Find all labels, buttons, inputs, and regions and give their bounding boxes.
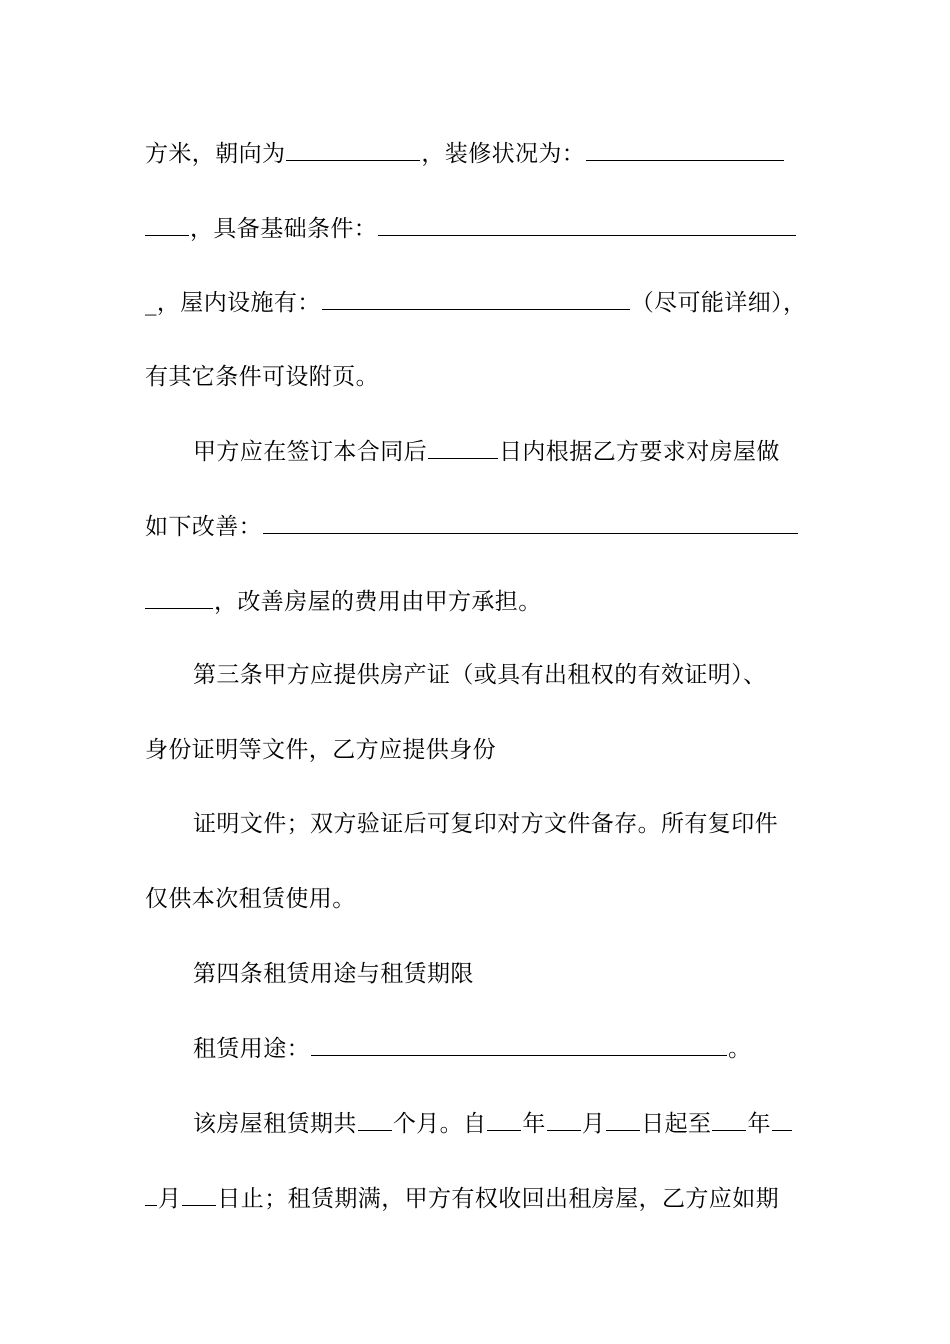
text-line-10 — [193, 807, 810, 841]
text-segment: _，屋内设施有： — [145, 290, 321, 316]
fill-blank-decoration — [586, 136, 784, 161]
text-segment: 月 — [158, 1186, 182, 1212]
text-segment: 有其它条件可设附页。 — [145, 364, 379, 390]
text-segment: 身份证明等文件，乙方应提供身份 — [145, 737, 496, 763]
text-segment: 甲方应在签订本合同后 — [193, 439, 427, 465]
text-segment: 年 — [522, 1111, 546, 1137]
text-line-3 — [145, 285, 810, 319]
text-line-11 — [145, 882, 810, 916]
text-segment: 日止；租赁期满，甲方有权收回出租房屋，乙方应如期 — [217, 1186, 780, 1212]
text-segment: 年 — [747, 1111, 771, 1137]
fill-blank-end-month-cont — [145, 1181, 157, 1206]
text-line-13 — [193, 1031, 810, 1065]
fill-blank-end-month — [772, 1106, 792, 1131]
text-line-12 — [193, 957, 810, 991]
fill-blank-end-day — [182, 1181, 216, 1206]
text-line-1 — [145, 136, 810, 170]
text-segment: 第四条租赁用途与租赁期限 — [193, 961, 474, 987]
text-segment: 月 — [581, 1111, 606, 1137]
text-line-9 — [145, 733, 810, 767]
fill-blank-end-year — [712, 1106, 746, 1131]
text-segment: 日内根据乙方要求对房屋做 — [499, 439, 780, 465]
text-line-15 — [145, 1181, 810, 1215]
text-segment: 个月。自 — [392, 1111, 487, 1137]
fill-blank-start-day — [606, 1106, 640, 1131]
text-segment: 方米，朝向为 — [145, 141, 286, 167]
text-segment: 该房屋租赁期共 — [193, 1111, 357, 1137]
text-line-5 — [193, 434, 810, 468]
text-segment: 租赁用途： — [193, 1036, 310, 1062]
text-segment: 仅供本次租赁使用。 — [145, 886, 356, 912]
text-line-14 — [193, 1106, 810, 1140]
fill-blank-months — [358, 1106, 392, 1131]
text-segment: 。 — [728, 1036, 752, 1062]
text-line-8 — [193, 658, 810, 692]
text-segment: 如下改善： — [145, 514, 262, 540]
fill-blank-improvements-cont — [145, 584, 213, 609]
text-line-7 — [145, 584, 810, 618]
fill-blank-improvements — [263, 509, 798, 534]
text-line-2 — [145, 211, 810, 245]
fill-blank-facilities — [322, 285, 630, 310]
fill-blank-decoration-cont — [145, 211, 189, 236]
text-segment: 证明文件；双方验证后可复印对方文件备存。所有复印件 — [193, 811, 778, 837]
fill-blank-orientation — [286, 136, 420, 161]
text-line-6 — [145, 509, 810, 543]
text-segment: ，改善房屋的费用由甲方承担。 — [214, 589, 542, 615]
text-segment: ，装修状况为： — [421, 141, 586, 167]
fill-blank-basic-conditions — [378, 211, 796, 236]
fill-blank-start-year — [487, 1106, 521, 1131]
text-segment: 第三条甲方应提供房产证（或具有出租权的有效证明）、 — [193, 662, 767, 688]
text-segment: ，具备基础条件： — [190, 216, 378, 242]
fill-blank-days — [428, 434, 498, 459]
text-line-4 — [145, 360, 810, 394]
text-segment: （尽可能详细）， — [630, 290, 807, 316]
fill-blank-start-month — [547, 1106, 581, 1131]
text-segment: 日起至 — [641, 1111, 712, 1137]
fill-blank-purpose — [311, 1031, 727, 1056]
